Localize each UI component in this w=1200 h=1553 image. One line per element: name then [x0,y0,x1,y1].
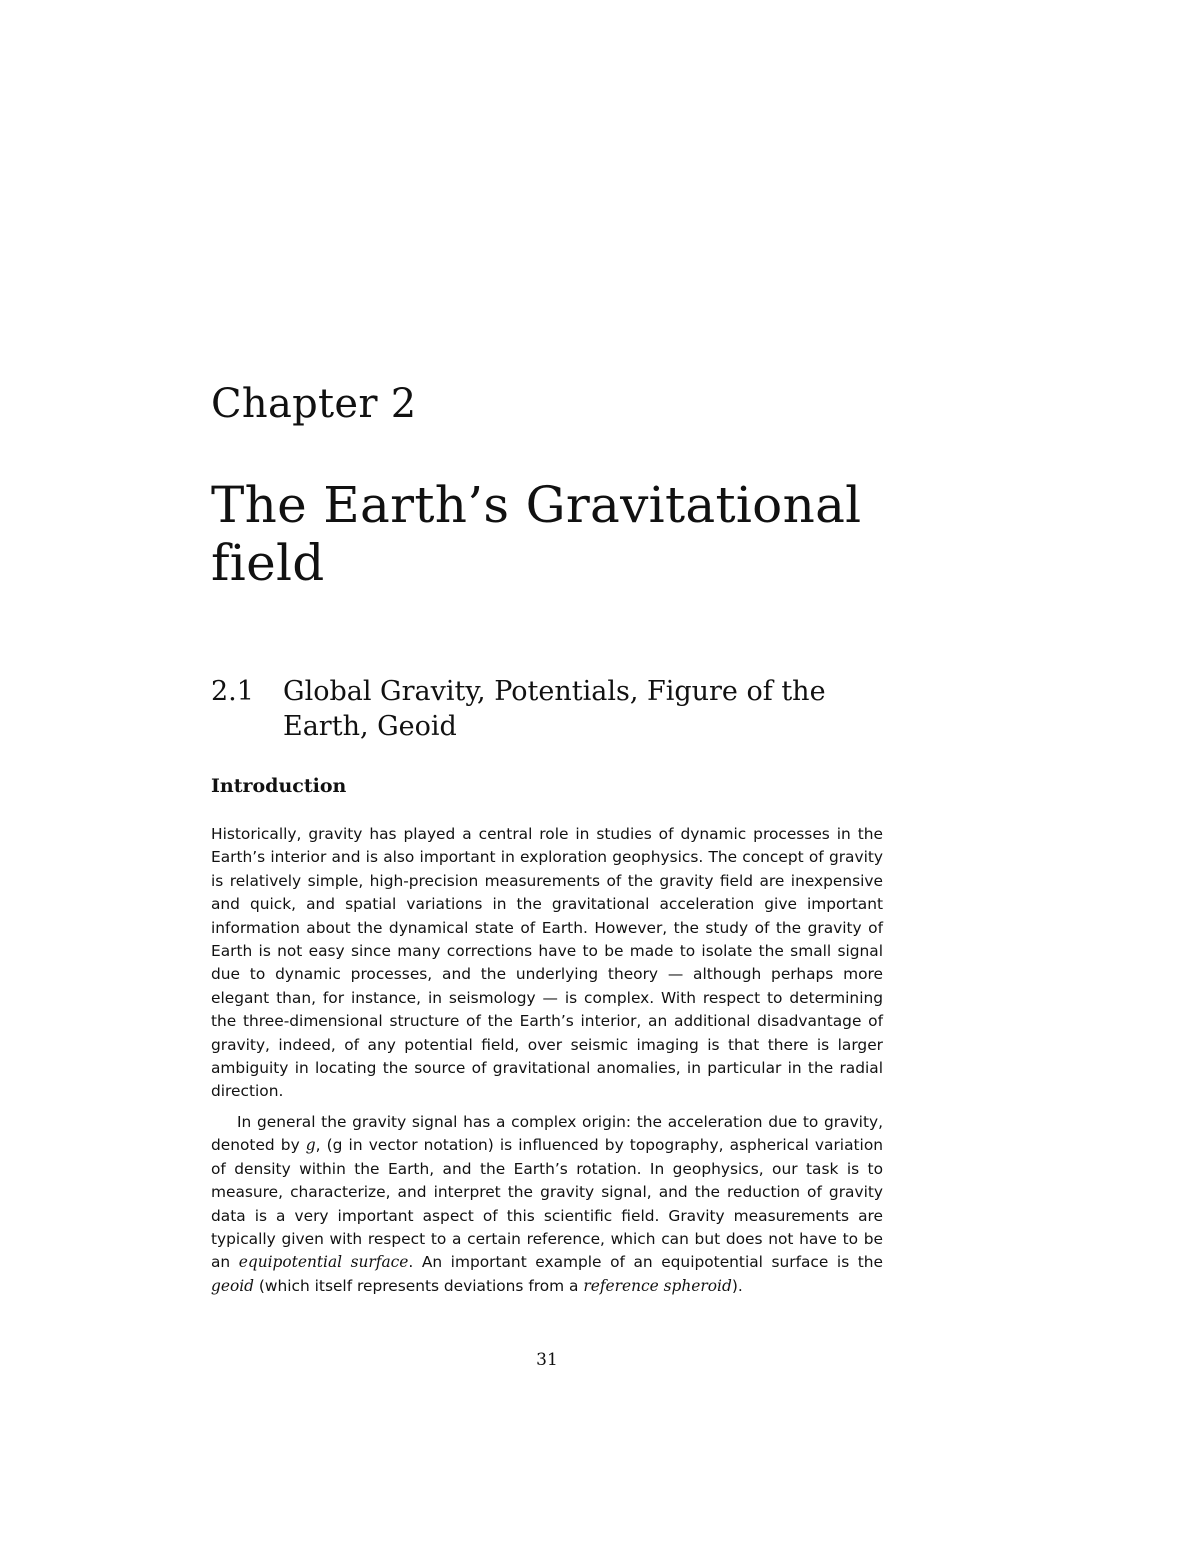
term-geoid: geoid [211,1276,255,1295]
paragraph-2 [211,1111,883,1298]
body-text [211,823,883,1298]
term-equipotential-surface: equipotential surface [238,1253,409,1272]
section-number: 2.1 [211,676,254,707]
paragraph-2-text: In general the gravity signal has a complex origin: the acceleration due to gravity, denoted by [211,1112,883,1155]
subsection-heading: Introduction [211,775,347,797]
chapter-label: Chapter 2 [211,381,417,427]
section-heading [211,674,911,744]
chapter-title: The Earth’s Gravitational field [211,476,862,592]
paragraph-2-text: (which itself represents deviations from a [254,1276,584,1295]
paragraph-2-text: , (g in vector notation) is influenced by topography, aspherical variation of density within the Earth, and the Earth’s rotation. In geophysics, our task is to measure, characterize, and interpret the gravity signal, and the reduction of gravity data is a very important aspect of this scientific field. Gravity measurements are typically given with respect to a certain reference, which can but does not have to be an [211,1136,883,1272]
gravity-symbol: g [305,1136,316,1155]
paragraph-2-text: ). [731,1276,743,1295]
paragraph-1: Historically, gravity has played a central role in studies of dynamic processes in the Earth’s interior and is also important in exploration geophysics. The concept of gravity is relatively simple, high-precision measurements of the gravity field are inexpensive and quick, and spatial variations in the gravitational acceleration give important information about the dynamical state of Earth. However, the study of the gravity of Earth is not easy since many corrections have to be made to isolate the small signal due to dynamic processes, and the underlying theory — although perhaps more elegant than, for instance, in seismology — is complex. With respect to determining the three-dimensional structure of the Earth’s interior, an additional disadvantage of gravity, indeed, of any potential field, over seismic imaging is that there is larger ambiguity in locating the source of gravitational anomalies, in particular in the radial direction. [211,825,883,1101]
section-title: Global Gravity, Potentials, Figure of the Earth, Geoid [283,676,826,742]
page-number: 31 [536,1350,558,1370]
page [211,0,883,1553]
paragraph-2-text: . An important example of an equipotential surface is the [408,1253,884,1272]
term-reference-spheroid: reference spheroid [583,1276,732,1295]
